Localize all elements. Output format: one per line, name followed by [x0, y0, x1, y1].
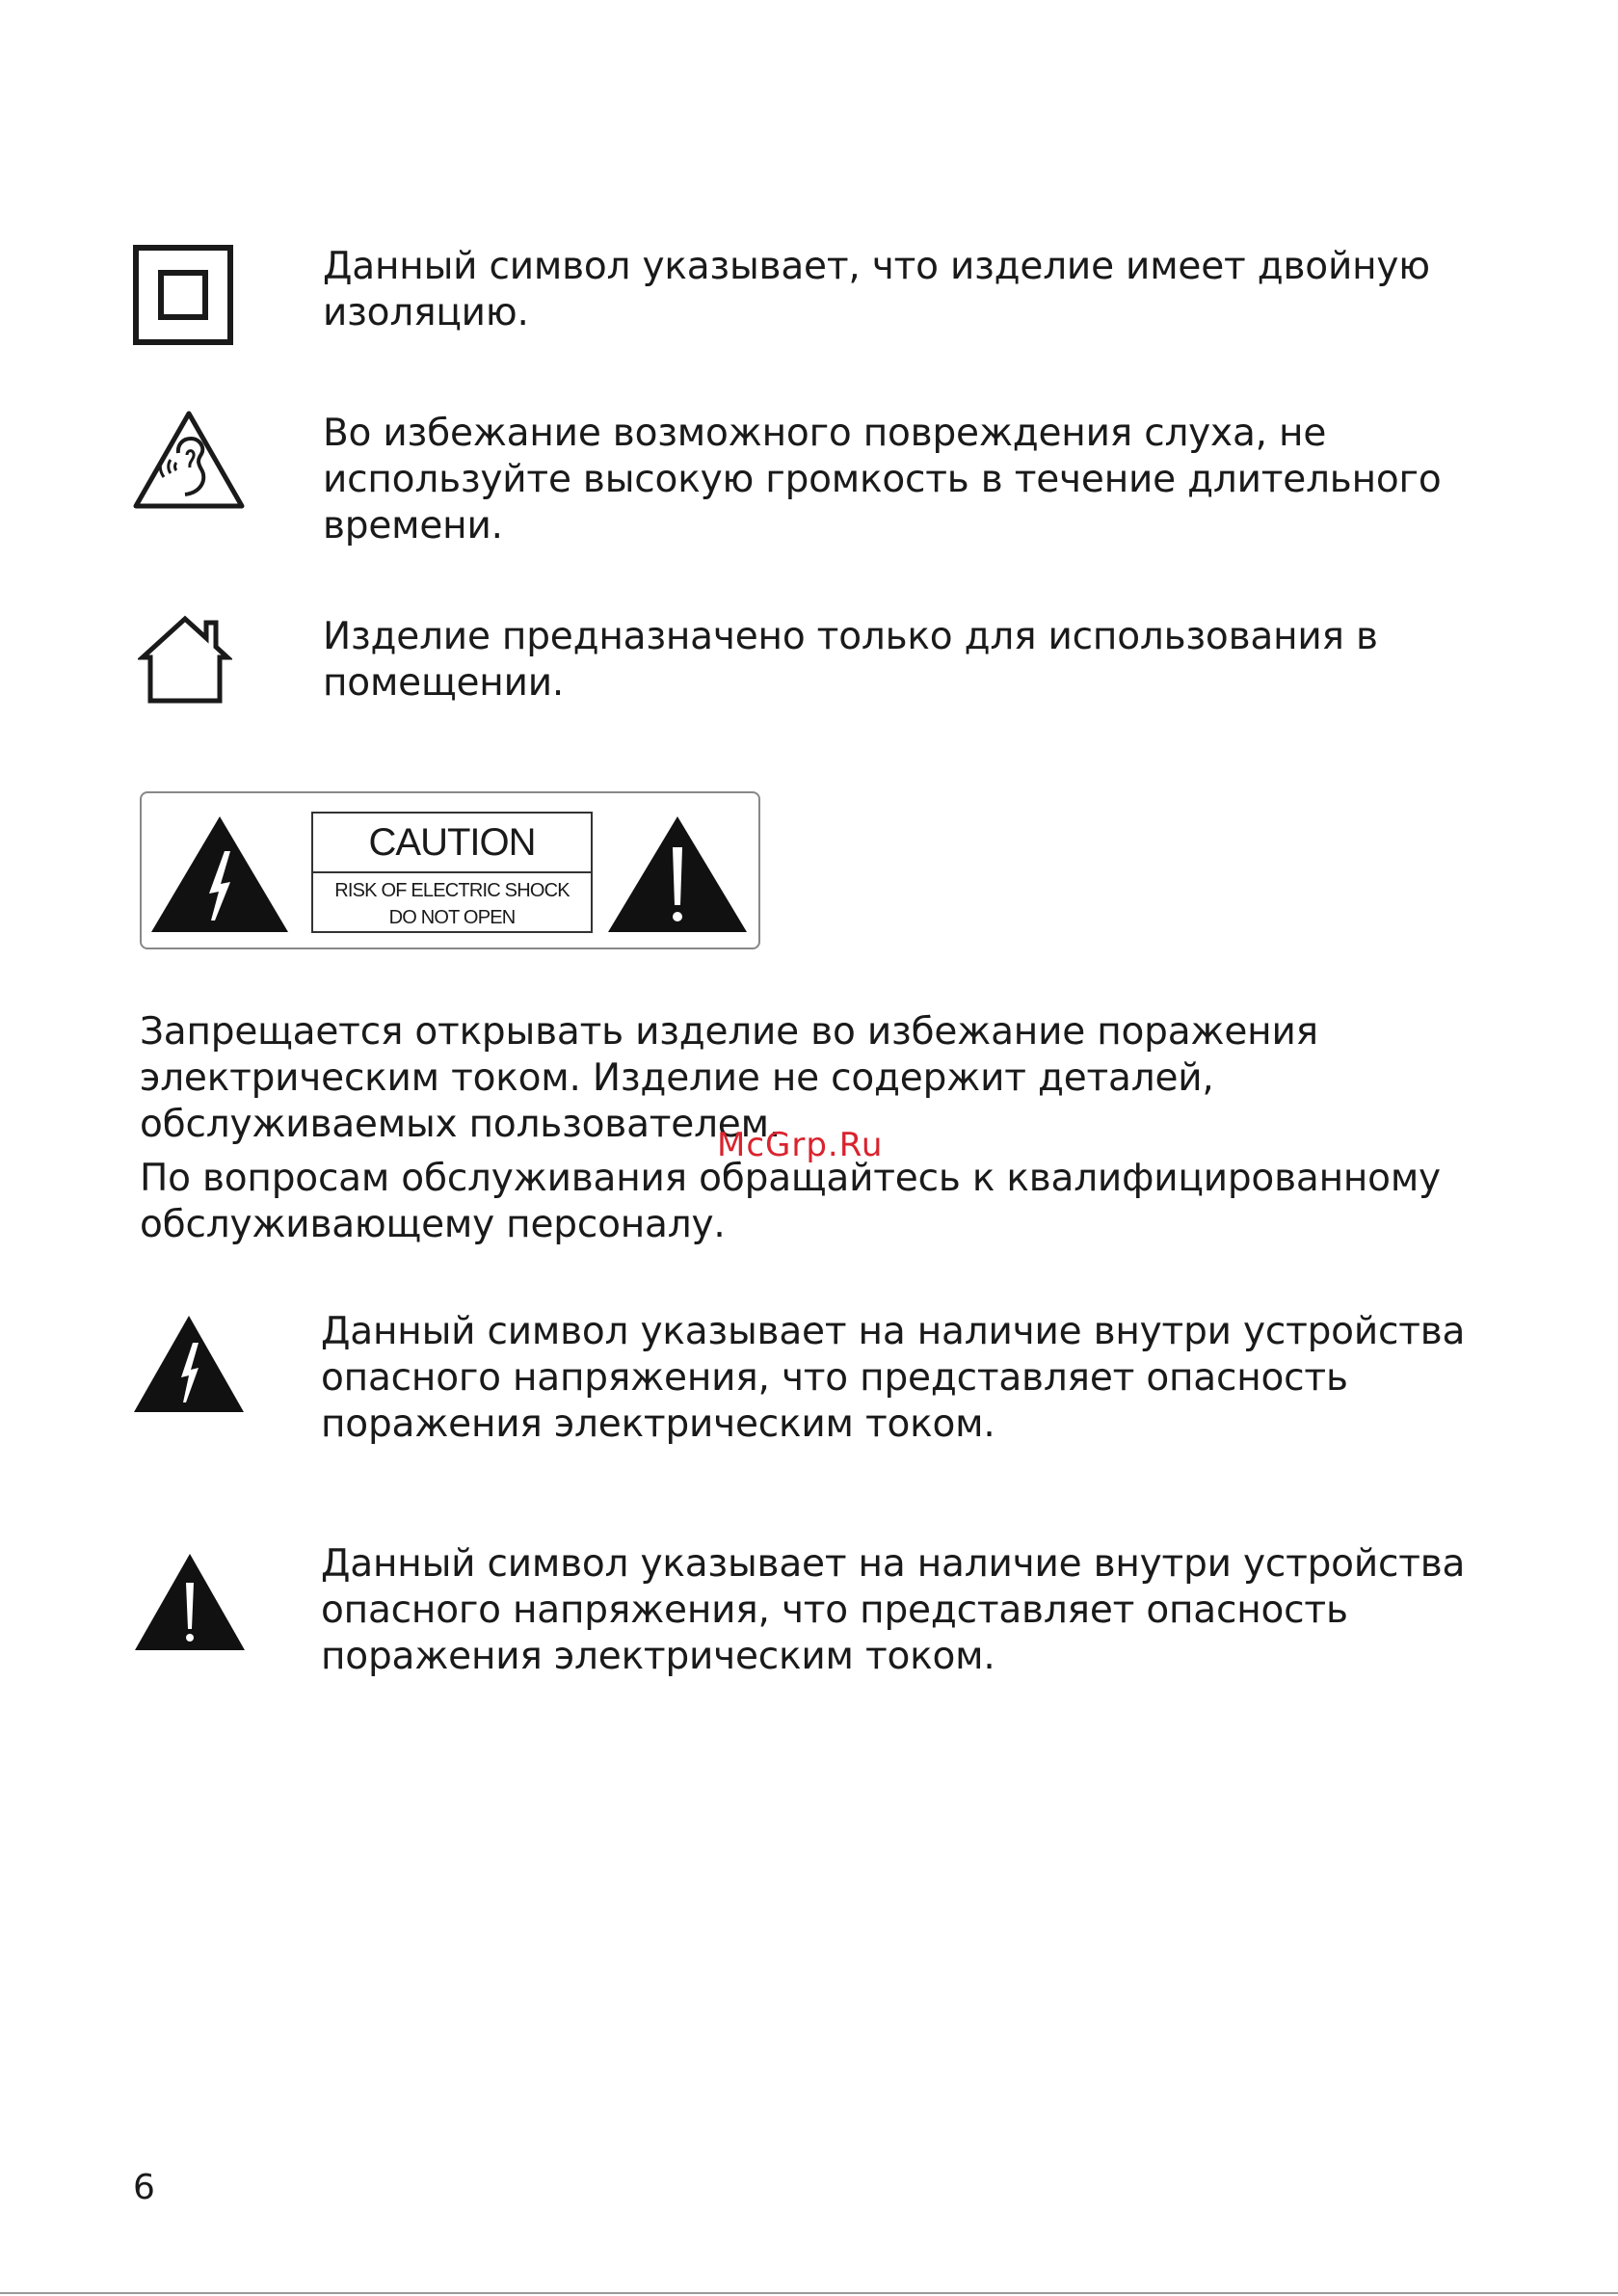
- indoor-use-text: Изделие предназначено только для использования в помещении.: [323, 615, 1378, 705]
- electric-shock-symbol-text: Данный символ указывает на наличие внутри устройства опасного напряжения, что представляет опасность поражения электрическим током.: [321, 1310, 1466, 1446]
- page-number: 6: [133, 2168, 155, 2207]
- watermark: McGrp.Ru: [717, 1126, 884, 1164]
- hearing-damage-warning-icon: [132, 410, 246, 510]
- electric-shock-warning-icon: [131, 1312, 247, 1416]
- indoor-use-house-icon: [138, 615, 232, 704]
- caution-title: CAUTION: [313, 814, 591, 873]
- exclamation-warning-icon: [131, 1550, 249, 1654]
- exclamation-symbol-text: Данный символ указывает на наличие внутри устройства опасного напряжения, что представляет опасность поражения электрическим током.: [321, 1542, 1466, 1678]
- caution-label-panel: [140, 791, 760, 949]
- caution-risk-text: RISK OF ELECTRIC SHOCK: [334, 880, 570, 901]
- hearing-damage-text: Во избежание возможного повреждения слуха, не используйте высокую громкость в течение длительного времени.: [323, 412, 1442, 547]
- caution-text-label: [311, 812, 593, 933]
- bottom-rule: [0, 2292, 1618, 2294]
- caution-do-not-open-text: DO NOT OPEN: [388, 907, 516, 928]
- exclamation-warning-icon: [604, 813, 751, 936]
- double-insulation-icon: [133, 245, 233, 345]
- double-insulation-text: Данный символ указывает, что изделие имеет двойную изоляцию.: [323, 245, 1430, 334]
- do-not-open-paragraph: Запрещается открывать изделие во избежание поражения электрическим током. Изделие не содержит деталей, обслуживаемых пользователем.: [140, 1010, 1318, 1146]
- service-paragraph: По вопросам обслуживания обращайтесь к квалифицированному обслуживающему персоналу.: [140, 1157, 1441, 1246]
- electric-shock-warning-icon: [147, 813, 292, 936]
